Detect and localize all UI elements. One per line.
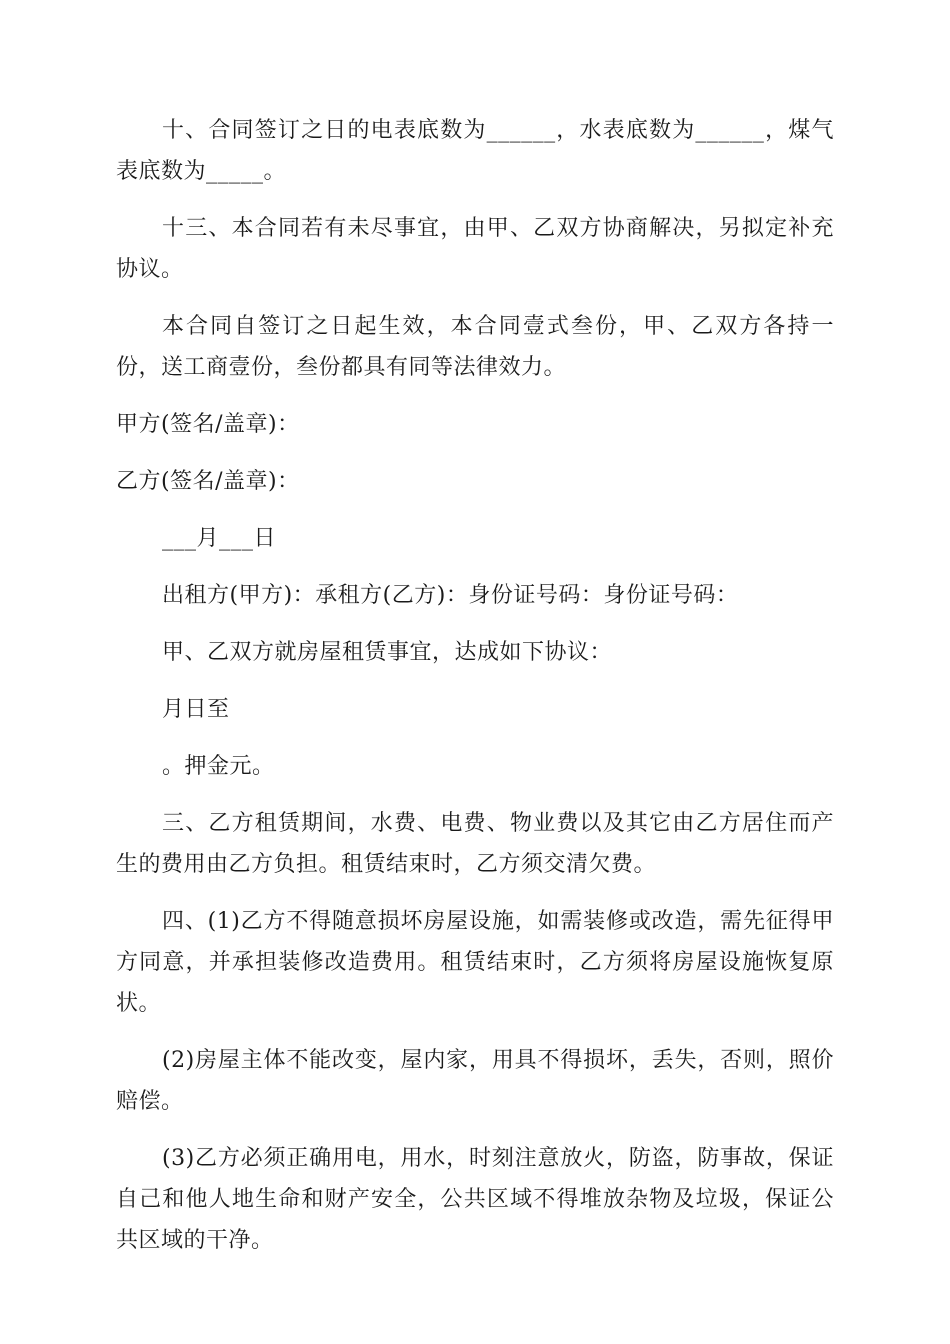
deposit-line: 。押金元。 (162, 754, 275, 779)
clause-four-3-safety: (3)乙方必须正确用电，用水，时刻注意放火，防盗，防事故，保证自己和他人地生命和财产安全，公共区域不得堆放杂物及垃圾，保证公共区域的干净。 (116, 1146, 834, 1253)
clause-four-1-facilities: 四、(1)乙方不得随意损坏房屋设施，如需装修或改造，需先征得甲方同意，并承担装修改造费用。租赁结束时，乙方须将房屋设施恢复原状。 (116, 909, 834, 1016)
document-body (116, 110, 834, 1277)
parties-header: 出租方(甲方)：承租方(乙方)：身份证号码：身份证号码： (162, 583, 739, 608)
party-a-signature-line: 甲方(签名/盖章)： (116, 412, 300, 437)
date-line: ___月___日 (162, 526, 277, 551)
clause-meter-readings: 十、合同签订之日的电表底数为______，水表底数为______，煤气表底数为_____。 (116, 118, 834, 184)
clause-effectiveness: 本合同自签订之日起生效，本合同壹式叁份，甲、乙双方各持一份，送工商壹份，叁份都具有同等法律效力。 (116, 314, 834, 380)
clause-supplementary-agreement: 十三、本合同若有未尽事宜，由甲、乙双方协商解决，另拟定补充协议。 (116, 216, 834, 282)
clause-three-fees: 三、乙方租赁期间，水费、电费、物业费以及其它由乙方居住而产生的费用由乙方负担。租赁结束时，乙方须交清欠费。 (116, 811, 834, 877)
clause-four-2-structure: (2)房屋主体不能改变，屋内家，用具不得损坏，丢失，否则，照价赔偿。 (116, 1048, 834, 1114)
lease-period-line: 月日至 (162, 697, 230, 722)
party-b-signature-line: 乙方(签名/盖章)： (116, 469, 300, 494)
agreement-intro: 甲、乙双方就房屋租赁事宜，达成如下协议： (162, 640, 613, 665)
